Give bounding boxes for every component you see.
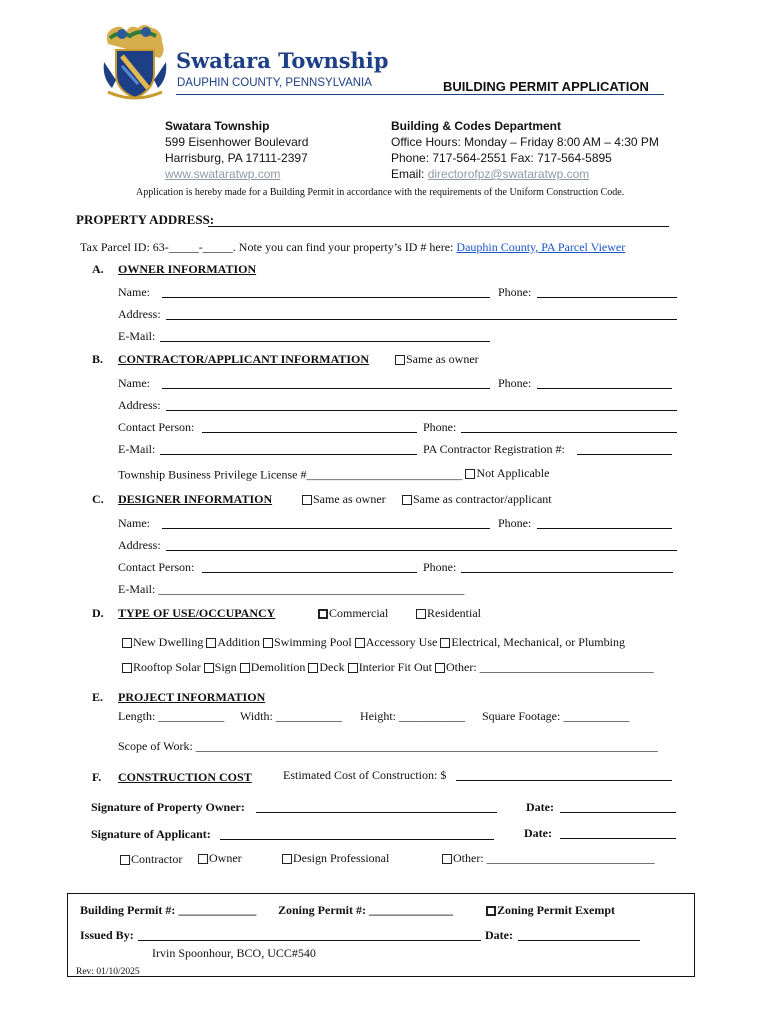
checkbox-icon[interactable] [206, 638, 216, 648]
owner-name-field[interactable] [162, 297, 490, 298]
use-residential[interactable] [416, 606, 481, 621]
address-block [165, 118, 308, 182]
checkbox-icon[interactable] [122, 638, 132, 648]
zoning-permit-exempt[interactable] [486, 903, 615, 918]
owner-phone-label: Phone: [498, 285, 532, 299]
contractor-contact-field[interactable] [202, 432, 417, 433]
checkbox-icon[interactable] [120, 855, 130, 865]
property-address-field[interactable] [208, 226, 669, 227]
document-title: BUILDING PERMIT APPLICATION [443, 79, 649, 94]
checkbox-label: Same as owner [313, 492, 386, 506]
owner-date-label: Date: [526, 800, 554, 814]
checkbox-label: Deck [319, 660, 345, 674]
project-square-footage[interactable]: Square Footage: ___________ [482, 709, 630, 723]
checkbox-icon[interactable] [282, 854, 292, 864]
issued-date-field[interactable] [518, 940, 640, 941]
use-addition[interactable] [206, 635, 260, 650]
checkbox-label: Same as contractor/applicant [413, 492, 552, 506]
checkbox-label: Not Applicable [476, 466, 550, 480]
checkbox-label: Sign [214, 660, 237, 674]
office-hours: Office Hours: Monday – Friday 8:00 AM – 4:30 PM [391, 135, 659, 149]
applicant-date-label: Date: [524, 826, 552, 840]
contractor-address-field[interactable] [166, 410, 677, 411]
email-label: Email: [391, 167, 428, 181]
designer-contact-label: Contact Person: [118, 560, 195, 574]
use-deck[interactable] [308, 660, 344, 675]
checkbox-icon[interactable] [318, 609, 328, 619]
role-contractor[interactable] [120, 852, 182, 867]
contractor-address-label: Address: [118, 398, 161, 412]
checkbox-label: Contractor [131, 852, 183, 866]
contractor-contact-phone-label: Phone: [423, 420, 457, 434]
tax-parcel-line [80, 240, 625, 255]
checkbox-label: Zoning Permit Exempt [497, 903, 615, 917]
contractor-contact-label: Contact Person: [118, 420, 195, 434]
checkbox-icon[interactable] [395, 355, 405, 365]
project-length[interactable]: Length: ___________ [118, 709, 225, 723]
township-seal [100, 22, 170, 102]
contractor-contact-phone-field[interactable] [461, 432, 677, 433]
section-f-letter: F. [92, 770, 102, 784]
checkbox-icon[interactable] [355, 638, 365, 648]
checkbox-icon[interactable] [402, 495, 412, 505]
intro-text: Application is hereby made for a Building Permit in accordance with the requirements of the Uniform Construction Code. [136, 187, 625, 198]
applicant-signature-label: Signature of Applicant: [91, 827, 211, 841]
project-height[interactable]: Height: ___________ [360, 709, 465, 723]
contractor-same-as-owner[interactable] [395, 352, 479, 367]
checkbox-icon[interactable] [122, 663, 132, 673]
use-emp[interactable] [440, 635, 625, 650]
checkbox-label: Demolition [250, 660, 306, 674]
section-a-letter: A. [92, 262, 104, 276]
tax-parcel-text: Tax Parcel ID: 63-_____-_____. Note you can find your property’s ID # here: [80, 240, 457, 254]
use-other[interactable] [435, 660, 654, 675]
owner-name-label: Name: [118, 285, 150, 299]
revision-date: Rev: 01/10/2025 [76, 967, 140, 977]
address-city: Harrisburg, PA 17111-2397 [165, 151, 308, 165]
email-line [391, 166, 659, 182]
contractor-email-field[interactable] [160, 454, 417, 455]
department-name: Building & Codes Department [391, 119, 562, 133]
contractor-name-field[interactable] [162, 388, 490, 389]
issued-date-label: Date: [485, 928, 513, 942]
header-rule [176, 94, 664, 95]
contractor-phone-field[interactable] [537, 388, 672, 389]
checkbox-icon[interactable] [308, 663, 318, 673]
building-permit-number[interactable]: Building Permit #: _____________ [80, 903, 257, 917]
designer-same-as-contractor[interactable] [402, 492, 552, 507]
owner-heading: OWNER INFORMATION [118, 262, 257, 276]
checkbox-icon[interactable] [440, 638, 450, 648]
contractor-name-label: Name: [118, 376, 150, 390]
use-swimming-pool[interactable] [263, 635, 352, 650]
pa-registration-label: PA Contractor Registration #: [423, 442, 565, 456]
owner-email-field[interactable] [160, 341, 490, 342]
designer-email-label[interactable]: E-Mail: ___________________________________________________ [118, 582, 465, 596]
checkbox-label: Other: _____________________________ [446, 660, 654, 674]
checkbox-icon[interactable] [240, 663, 250, 673]
license-not-applicable[interactable] [465, 466, 549, 481]
section-e-letter: E. [92, 690, 104, 704]
website-link[interactable]: www.swataratwp.com [165, 167, 281, 181]
checkbox-label: Swimming Pool [274, 635, 352, 649]
use-options-row-1 [122, 635, 625, 652]
owner-signature-label: Signature of Property Owner: [91, 800, 245, 814]
use-heading: TYPE OF USE/OCCUPANCY [118, 606, 276, 620]
owner-phone-field[interactable] [537, 297, 677, 298]
checkbox-icon[interactable] [204, 663, 214, 673]
designer-name-field[interactable] [162, 528, 490, 529]
department-block [391, 118, 659, 182]
role-other[interactable] [442, 851, 655, 866]
address-street: 599 Eisenhower Boulevard [165, 135, 309, 149]
applicant-date-field[interactable] [560, 838, 676, 839]
parcel-viewer-link[interactable]: Dauphin County, PA Parcel Viewer [456, 240, 626, 254]
pa-registration-field[interactable] [577, 454, 672, 455]
township-name: Swatara Township [176, 48, 389, 73]
phone-fax: Phone: 717-564-2551 Fax: 717-564-5895 [391, 151, 612, 165]
designer-same-as-owner[interactable] [302, 492, 386, 507]
owner-date-field[interactable] [560, 812, 676, 813]
use-commercial[interactable] [318, 606, 388, 621]
checkbox-label: Other: ____________________________ [453, 851, 655, 865]
checkbox-label: Accessory Use [365, 635, 438, 649]
estimated-cost-field[interactable] [456, 780, 672, 781]
checkbox-icon[interactable] [442, 854, 452, 864]
checkbox-icon[interactable] [348, 663, 358, 673]
use-new-dwelling[interactable] [122, 635, 203, 650]
owner-email-label: E-Mail: [118, 329, 156, 343]
project-scope[interactable]: Scope of Work: _____________________________________________________________________________ [118, 739, 658, 753]
section-d-letter: D. [92, 606, 104, 620]
cost-heading: CONSTRUCTION COST [118, 770, 252, 784]
checkbox-icon[interactable] [416, 609, 426, 619]
checkbox-label: Same as owner [406, 352, 479, 366]
checkbox-icon[interactable] [198, 854, 208, 864]
designer-contact-phone-label: Phone: [423, 560, 457, 574]
checkbox-label: Electrical, Mechanical, or Plumbing [451, 635, 625, 649]
designer-address-label: Address: [118, 538, 161, 552]
use-sign[interactable] [204, 660, 237, 675]
checkbox-label: New Dwelling [133, 635, 204, 649]
designer-contact-phone-field[interactable] [461, 572, 673, 573]
owner-address-label: Address: [118, 307, 161, 321]
use-rooftop-solar[interactable] [122, 660, 201, 675]
checkbox-label: Addition [217, 635, 260, 649]
checkbox-icon[interactable] [263, 638, 273, 648]
contractor-email-label: E-Mail: [118, 442, 156, 456]
designer-contact-field[interactable] [202, 572, 417, 573]
contractor-heading: CONTRACTOR/APPLICANT INFORMATION [118, 352, 370, 366]
role-design-professional[interactable] [282, 851, 389, 866]
checkbox-label: Residential [427, 606, 481, 620]
email-link[interactable]: directorofpz@swataratwp.com [427, 167, 590, 181]
issued-by-label: Issued By: [80, 928, 134, 942]
checkbox-label: Design Professional [293, 851, 390, 865]
address-name: Swatara Township [165, 119, 270, 133]
section-c-letter: C. [92, 492, 104, 506]
business-license-label: Township Business Privilege License #__________________________ [118, 467, 463, 482]
designer-phone-field[interactable] [537, 528, 672, 529]
checkbox-label: Commercial [329, 606, 389, 620]
use-interior-fit-out[interactable] [348, 660, 432, 675]
role-owner[interactable] [198, 851, 242, 866]
section-b-letter: B. [92, 352, 104, 366]
checkbox-label: Interior Fit Out [358, 660, 433, 674]
checkbox-icon[interactable] [486, 906, 496, 916]
property-address-label: PROPERTY ADDRESS: [76, 212, 215, 227]
use-accessory[interactable] [355, 635, 438, 650]
checkbox-icon[interactable] [435, 663, 445, 673]
designer-phone-label: Phone: [498, 516, 532, 530]
building-official: Irvin Spoonhour, BCO, UCC#540 [152, 946, 316, 960]
checkbox-label: Owner [209, 851, 242, 865]
zoning-permit-number[interactable]: Zoning Permit #: ______________ [278, 903, 453, 917]
county-name: DAUPHIN COUNTY, PENNSYLVANIA [177, 77, 372, 89]
designer-heading: DESIGNER INFORMATION [118, 492, 273, 506]
checkbox-icon[interactable] [302, 495, 312, 505]
issued-by-field[interactable] [138, 940, 481, 941]
contractor-phone-label: Phone: [498, 376, 532, 390]
checkbox-icon[interactable] [465, 469, 475, 479]
use-options-row-2 [122, 660, 654, 677]
designer-name-label: Name: [118, 516, 150, 530]
designer-address-field[interactable] [166, 550, 677, 551]
applicant-signature-field[interactable] [220, 839, 494, 840]
owner-address-field[interactable] [166, 319, 677, 320]
business-license-line [118, 466, 549, 483]
owner-signature-field[interactable] [256, 812, 497, 813]
use-demolition[interactable] [240, 660, 306, 675]
estimated-cost-label: Estimated Cost of Construction: $ [283, 768, 447, 782]
project-heading: PROJECT INFORMATION [118, 690, 266, 704]
checkbox-label: Rooftop Solar [133, 660, 201, 674]
project-width[interactable]: Width: ___________ [240, 709, 342, 723]
